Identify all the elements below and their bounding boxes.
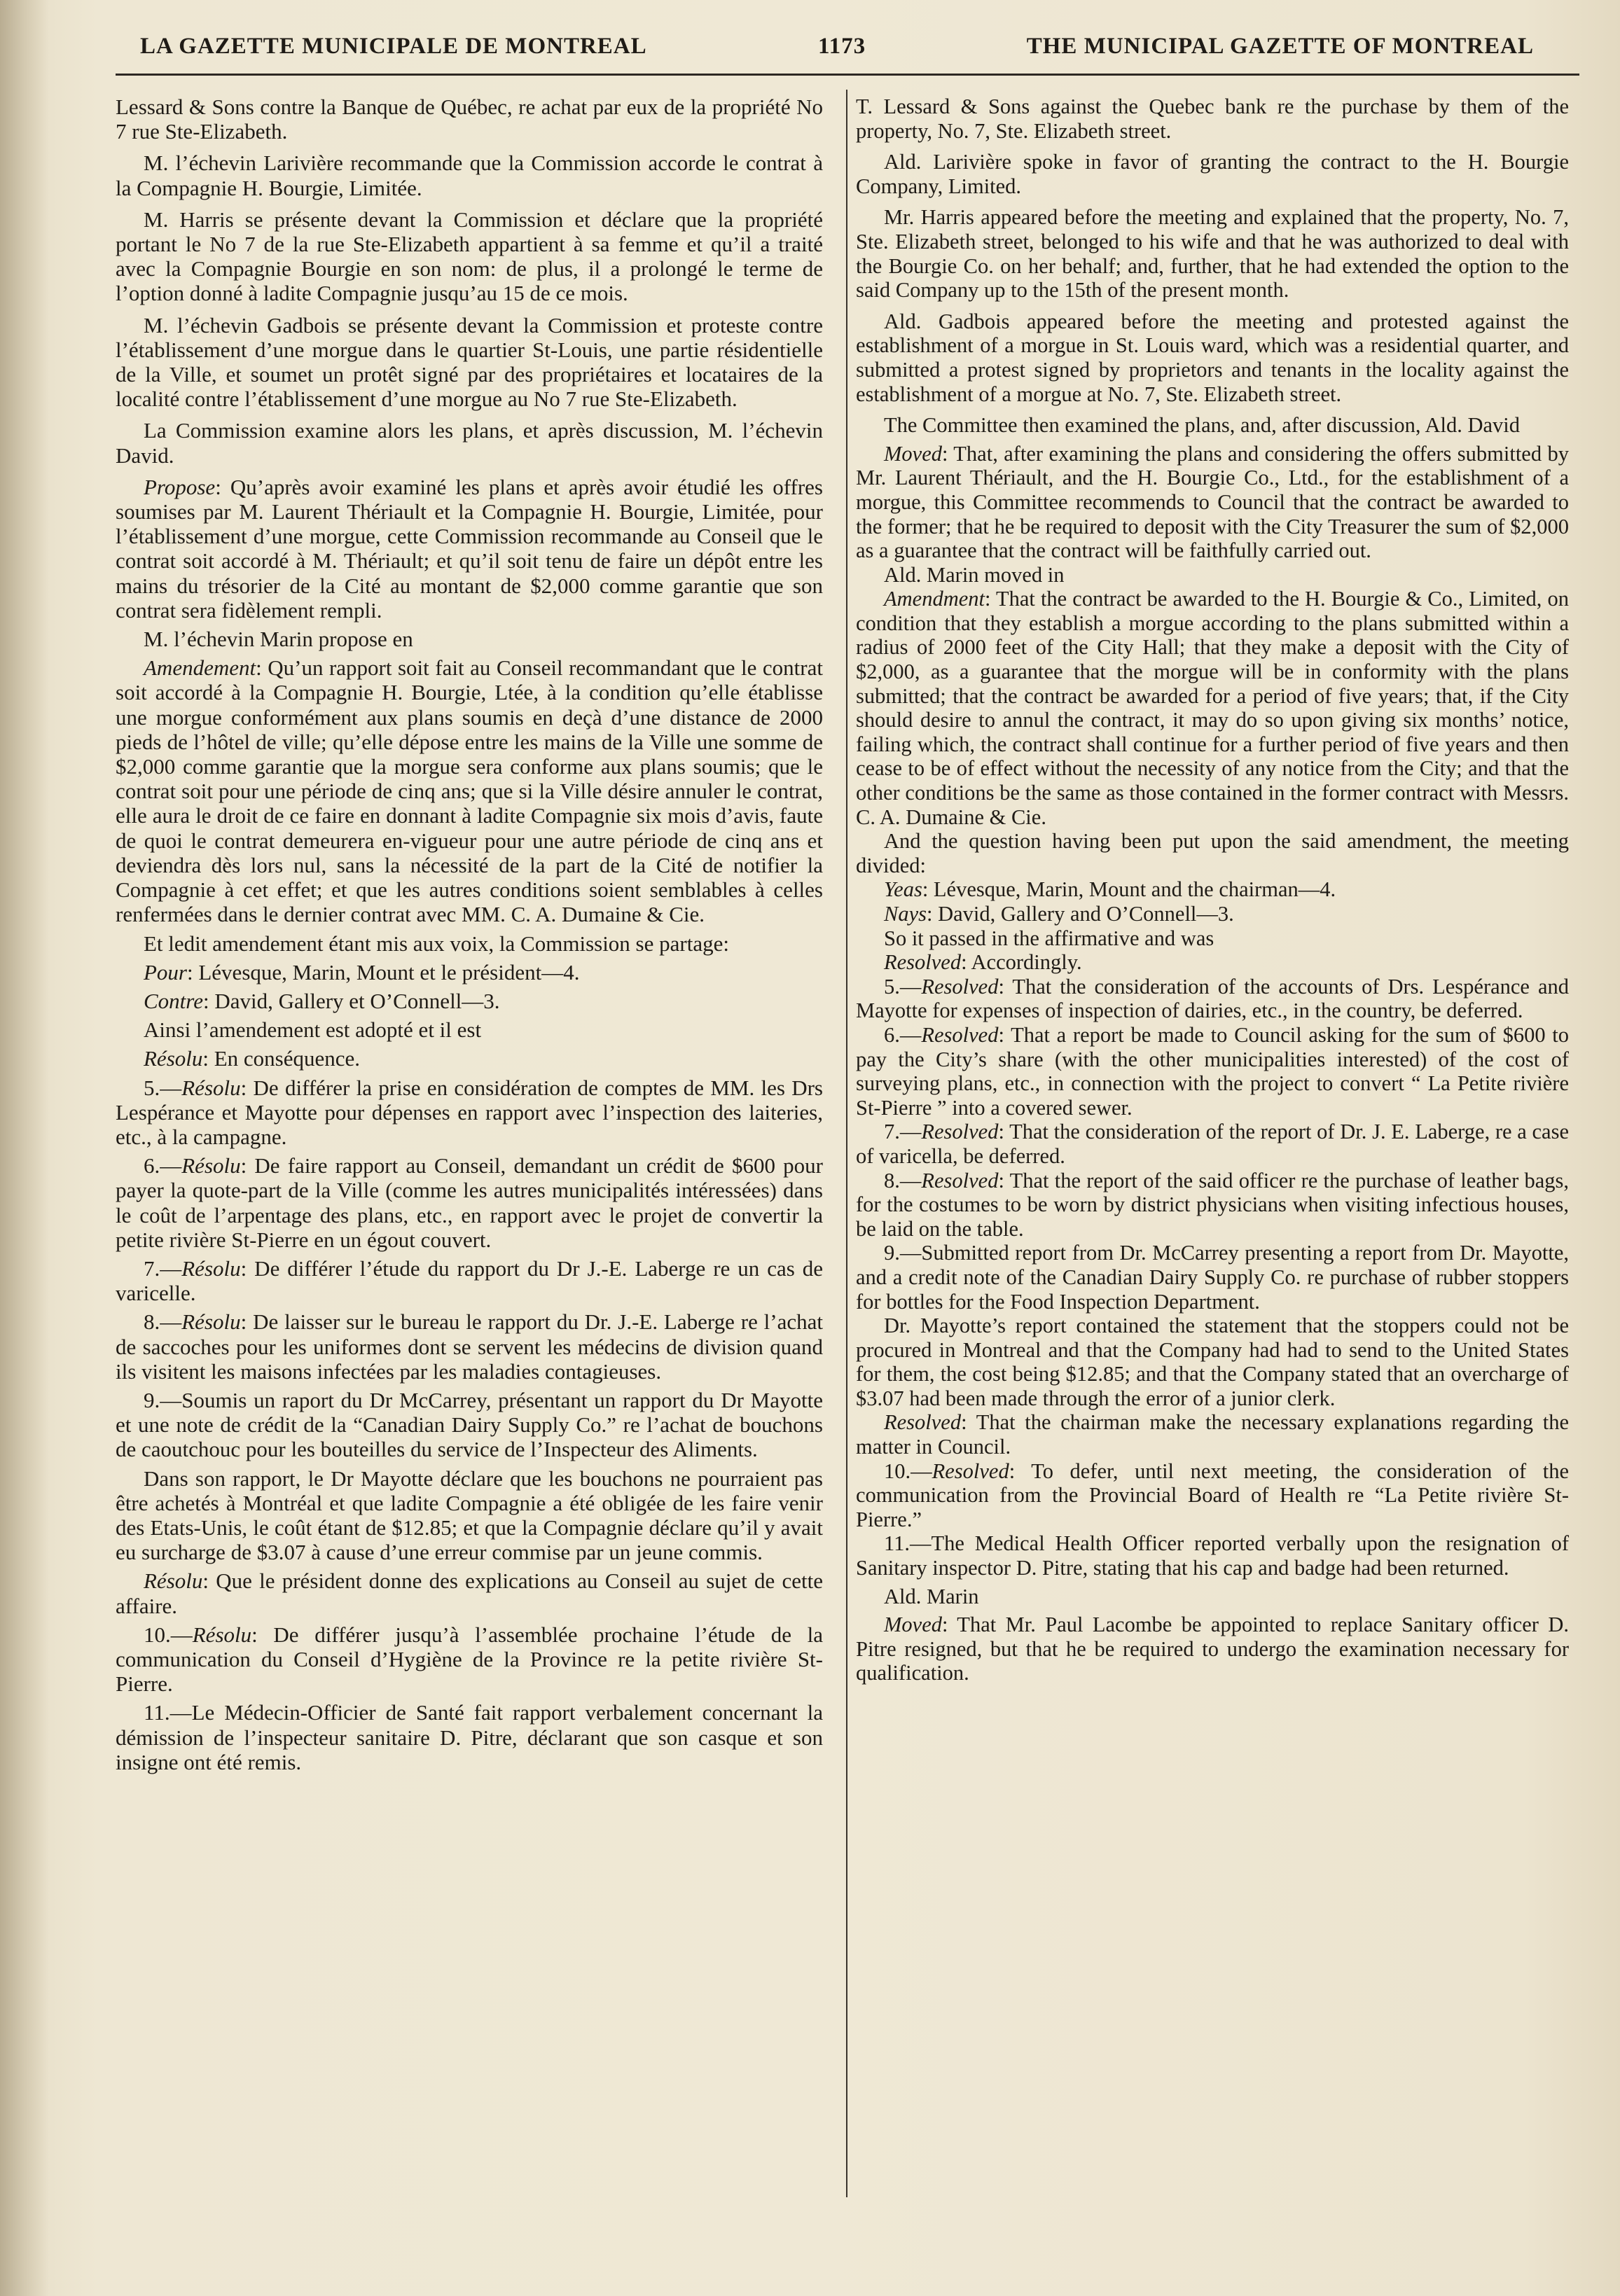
column-divider (846, 90, 847, 2197)
page-number: 1173 (818, 34, 866, 59)
paragraph: 6.—Résolu: De faire rapport au Conseil, demandant un crédit de $600 pour payer la quote-part de la Ville (comme les autres municipalités intéressées) dans le coût de l’arpentage des plans, etc., en rapport avec le projet de convertir la petite rivière St-Pierre en un égout couvert. (116, 1153, 823, 1252)
paragraph: Résolu: Que le président donne des explications au Conseil au sujet de cette affaire. (116, 1568, 823, 1618)
paragraph: 9.—Soumis un raport du Dr McCarrey, présentant un rapport du Dr Mayotte et une note de crédit de la “Canadian Dairy Supply Co.” re l’achat de bouchons de caoutchouc pour les bouteilles du service de l’Inspecteur des Aliments. (116, 1387, 823, 1462)
paragraph: 8.—Résolu: De laisser sur le bureau le rapport du Dr. J.-E. Laberge re l’achat de saccoches pour les uniformes dont se servent les médecins de division quand ils visitent les maisons infectées par les maladies contagieuses. (116, 1309, 823, 1384)
paragraph: Resolved: Accordingly. (884, 950, 1082, 975)
paragraph: Ald. Marin (884, 1584, 979, 1608)
paragraph: Mr. Harris appeared before the meeting and explained that the property, No. 7, Ste. Elizabeth street, belonged to his wife and that he was authorized to deal with the Bourgie Co. on her behalf; and, further, that he had extended the option to the said Company up to the 15th of the present month. (856, 205, 1569, 302)
paragraph: Moved: That Mr. Paul Lacombe be appointed to replace Sanitary officer D. Pitre resigned, but that he be required to undergo the examination necessary for qualification. (856, 1613, 1569, 1685)
paragraph: M. l’échevin Gadbois se présente devant la Commission et proteste contre l’établissement d’une morgue dans le quartier St-Louis, une partie résidentielle de la Ville, et soumet un protêt signé par des propriétaires et locataires de la localité contre l’établissement d’une morgue au No 7 rue Ste-Elizabeth. (116, 312, 823, 412)
english-column (856, 95, 1569, 1685)
paragraph: Lessard & Sons contre la Banque de Québec, re achat par eux de la propriété No 7 rue Ste-Elizabeth. (116, 95, 823, 144)
paragraph: Nays: David, Gallery and O’Connell—3. (884, 902, 1234, 926)
paragraph: 9.—Submitted report from Dr. McCarrey presenting a report from Dr. Mayotte, and a credit note of the Canadian Dairy Supply Co. re purchase of rubber stoppers for bottles for the Food Inspection Department. (856, 1241, 1569, 1314)
paragraph: Amendement: Qu’un rapport soit fait au Conseil recommandant que le contrat soit accordé à la Compagnie H. Bourgie, Ltée, à la condition qu’elle établisse une morgue conformément aux plans soumis en deçà d’une distance de 2000 pieds de l’hôtel de ville; qu’elle dépose entre les mains de la Ville une somme de $2,000 comme garantie que la morgue sera conforme aux plans soumis; que le contrat soit pour une période de cinq ans; que si la Ville désire annuler le contrat, elle aura le droit de ce faire en donnant à ladite Compagnie six mois d’avis, faute de quoi le contrat demeurera en-vigueur pour une autre période de cinq ans et deviendra dès lors nul, sans la nécessité de la part de la Cité de notifier la Compagnie à cet effet; et que les autres conditions soient semblables à celles renfermées dans le dernier contrat avec MM. C. A. Dumaine & Cie. (116, 655, 823, 927)
header-title-french: LA GAZETTE MUNICIPALE DE MONTREAL (140, 34, 647, 59)
paragraph: M. Harris se présente devant la Commission et déclare que la propriété portant le No 7 de la rue Ste-Elizabeth appartient à sa femme et qu’il a traité avec la Compagnie Bourgie en son nom: de plus, il a prolongé le terme de l’option donné à ladite Compagnie jusqu’au 15 de ce mois. (116, 207, 823, 306)
paragraph: 11.—The Medical Health Officer reported verbally upon the resignation of Sanitary inspector D. Pitre, stating that his cap and badge had been returned. (856, 1531, 1569, 1580)
paragraph: 5.—Résolu: De différer la prise en considération de comptes de MM. les Drs Lespérance et Mayotte pour dépenses en rapport avec l’inspection des laiteries, etc., à la campagne. (116, 1075, 823, 1149)
paragraph: 5.—Resolved: That the consideration of the accounts of Drs. Lespérance and Mayotte for expenses of inspection of dairies, etc., in the country, be deferred. (856, 974, 1569, 1023)
paragraph: Propose: Qu’après avoir examiné les plans et après avoir étudié les offres soumises par M. Laurent Thériault et la Compagnie H. Bourgie, Limitée, pour l’établissement d’une morgue, cette Commission recommande au Conseil que le contrat soit accordé à M. Thériault; et qu’il soit tenu de faire un dépôt entre les mains du trésorier de la Cité au montant de $2,000 comme garantie que son contrat sera fidèlement rempli. (116, 474, 823, 622)
header-title-english: THE MUNICIPAL GAZETTE OF MONTREAL (1026, 34, 1534, 59)
paragraph: Résolu: En conséquence. (144, 1046, 361, 1071)
paragraph: 7.—Resolved: That the consideration of the report of Dr. J. E. Laberge, re a case of varicella, be deferred. (856, 1120, 1569, 1168)
header-rule (116, 74, 1579, 76)
paragraph: Ainsi l’amendement est adopté et il est (144, 1017, 482, 1043)
paragraph: M. l’échevin Marin propose en (144, 627, 413, 652)
paragraph: Ald. Gadbois appeared before the meeting and protested against the establishment of a morgue in St. Louis ward, which was a residential quarter, and submitted a protest signed by proprietors and tenants in the locality against the establishment of a morgue at No. 7, Ste. Elizabeth street. (856, 309, 1569, 406)
french-column (116, 95, 823, 1774)
paragraph: Et ledit amendement étant mis aux voix, la Commission se partage: (144, 931, 729, 956)
paragraph: Contre: David, Gallery et O’Connell—3. (144, 988, 500, 1013)
paragraph: T. Lessard & Sons against the Quebec bank re the purchase by them of the property, No. 7, Ste. Elizabeth street. (856, 95, 1569, 143)
paragraph: M. l’échevin Larivière recommande que la Commission accorde le contrat à la Compagnie H. Bourgie, Limitée. (116, 151, 823, 200)
paragraph: 10.—Résolu: De différer jusqu’à l’assemblée prochaine l’étude de la communication du Conseil d’Hygiène de la Province re la petite rivière St-Pierre. (116, 1622, 823, 1697)
paragraph: Moved: That, after examining the plans and considering the offers submitted by Mr. Laurent Thériault, and the H. Bourgie Co., Ltd., for the establishment of a morgue, this Committee recommends to Council that the contract be awarded to the former; that he be required to deposit with the City Treasurer the sum of $2,000 as a guarantee that the contract will be faithfully carried out. (856, 441, 1569, 563)
paragraph: 6.—Resolved: That a report be made to Council asking for the sum of $600 to pay the City’s share (with the other municipalities interested) of the cost of surveying plans, etc., in connection with the project to convert “ La Petite rivière St-Pierre ” into a covered sewer. (856, 1022, 1569, 1120)
paragraph: Amendment: That the contract be awarded to the H. Bourgie & Co., Limited, on condition that they establish a morgue according to the plans submitted within a radius of 2000 feet of the City Hall; that they make a deposit with the City of $2,000, as a guarantee that the morgue will be in conformity with the plans submitted; that the contract be awarded for a period of five years; that, if the City should desire to annul the contract, it may do so upon giving six months’ notice, failing which, the contract shall continue for a further period of five years and then cease to be of effect without the necessity of any notice from the City; and that the other conditions be the same as those contained in the former contract with Messrs. C. A. Dumaine & Cie. (856, 587, 1569, 829)
paragraph: 8.—Resolved: That the report of the said officer re the purchase of leather bags, for the costumes to be worn by district physicians when visiting infectious houses, be laid on the table. (856, 1168, 1569, 1241)
paragraph: Ald. Larivière spoke in favor of granting the contract to the H. Bourgie Company, Limited. (856, 150, 1569, 198)
page-header (140, 34, 1534, 69)
paragraph: La Commission examine alors les plans, et après discussion, M. l’échevin David. (116, 418, 823, 468)
paragraph: So it passed in the affirmative and was (884, 926, 1214, 950)
paragraph: 10.—Resolved: To defer, until next meeting, the consideration of the communication from the Provincial Board of Health re “La Petite rivière St-Pierre.” (856, 1459, 1569, 1531)
paragraph: The Committee then examined the plans, and, after discussion, Ald. David (884, 413, 1521, 438)
page-edge-shadow (0, 0, 49, 2296)
paragraph: Dr. Mayotte’s report contained the statement that the stoppers could not be procured in Montreal and that the Company had had to send to the United States for them, the cost being $12.85; and that the Company stated that an overcharge of $3.07 had been made through the error of a junior clerk. (856, 1314, 1569, 1410)
paragraph: And the question having been put upon the said amendment, the meeting divided: (856, 829, 1569, 877)
paragraph: 7.—Résolu: De différer l’étude du rapport du Dr J.-E. Laberge re un cas de varicelle. (116, 1255, 823, 1306)
paragraph: Ald. Marin moved in (884, 562, 1065, 587)
paragraph: Pour: Lévesque, Marin, Mount et le président—4. (144, 959, 580, 985)
paragraph: Resolved: That the chairman make the necessary explanations regarding the matter in Council. (856, 1410, 1569, 1459)
paragraph: Dans son rapport, le Dr Mayotte déclare que les bouchons ne pourraient pas être achetés à Montréal et que ladite Compagnie a été obligée de les faire venir des Etats-Unis, le coût étant de $12.85; et que la Compagnie déclare qu’il y avait eu surcharge de $3.07 à cause d’une erreur commise par un jeune commis. (116, 1466, 823, 1565)
paragraph: Yeas: Lévesque, Marin, Mount and the chairman—4. (884, 877, 1336, 902)
paragraph: 11.—Le Médecin-Officier de Santé fait rapport verbalement concernant la démission de l’inspecteur sanitaire D. Pitre, déclarant que son casque et son insigne ont été remis. (116, 1700, 823, 1774)
